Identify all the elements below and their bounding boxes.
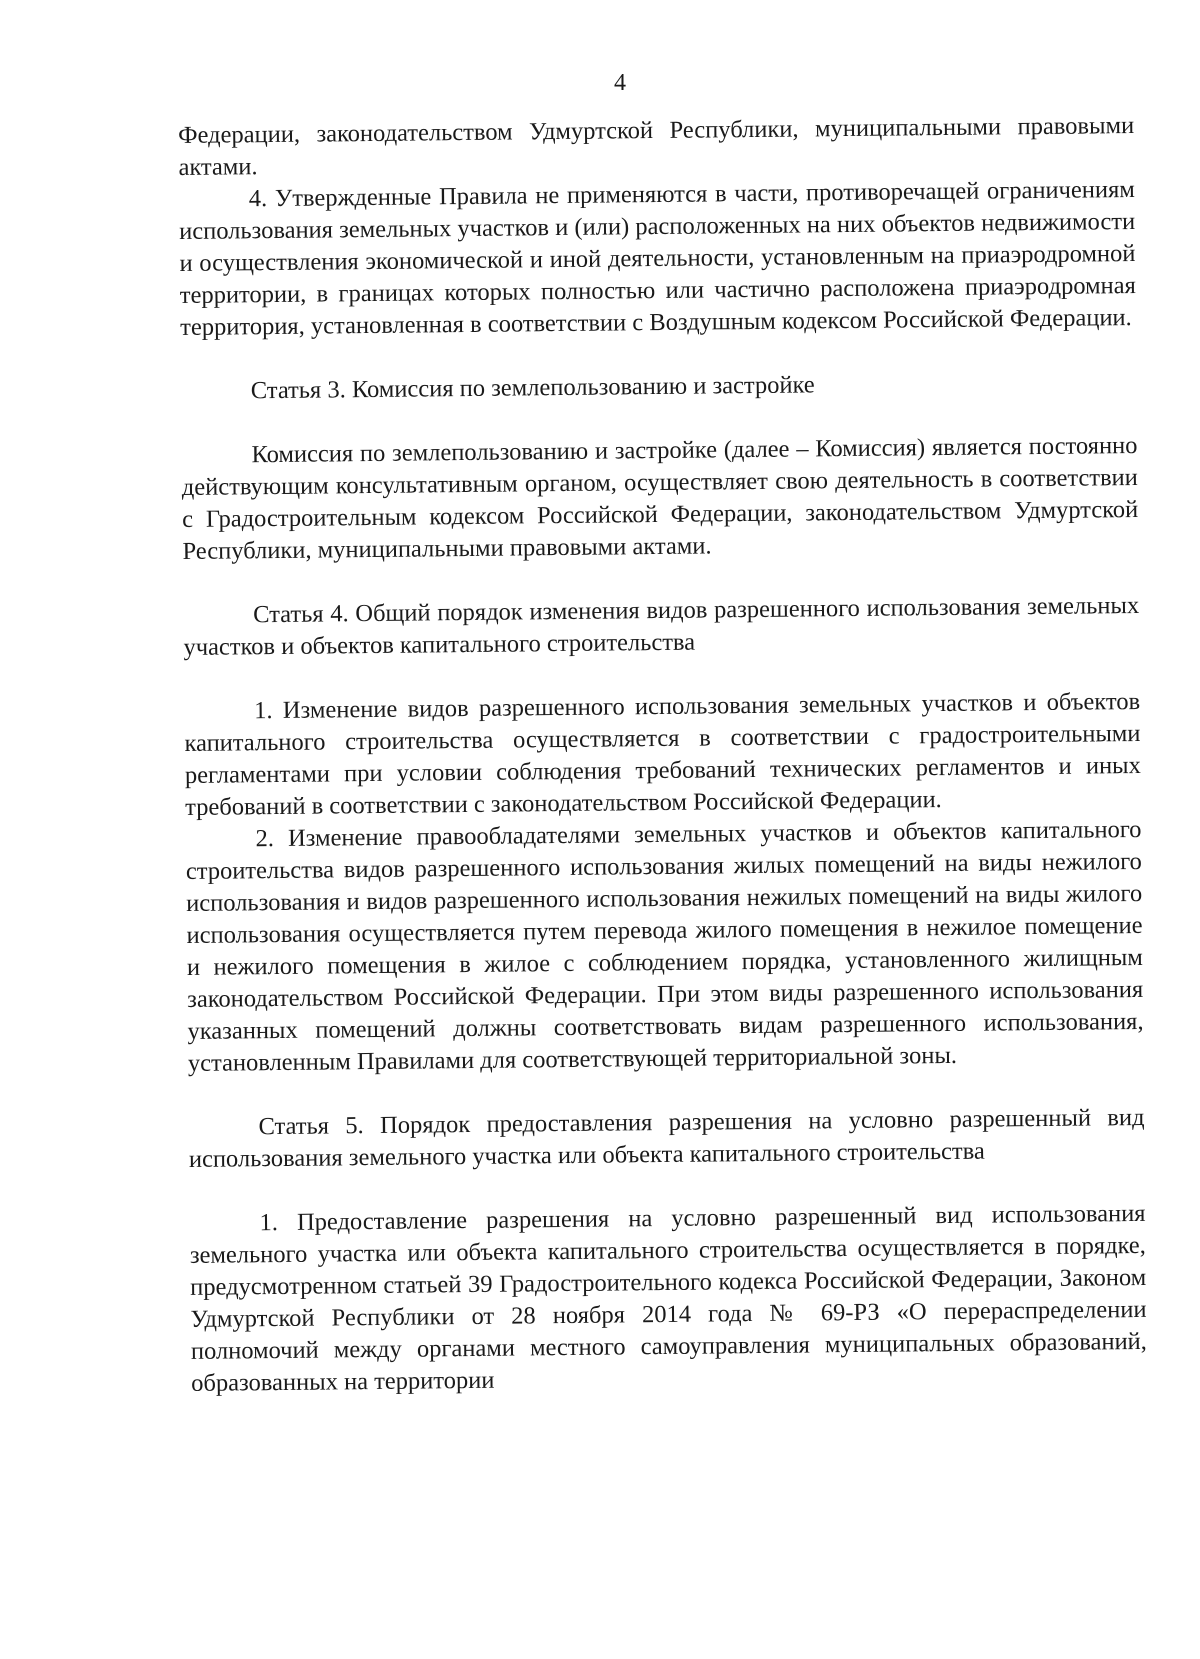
article-3-heading: Статья 3. Комиссия по землепользованию и застройке [250,371,815,405]
article-5-item-1: 1. Предоставление разрешения на условно разрешенный вид использования земельного участка или объекта капитального строительства осуществляется в порядке, предусмотренном статьей 39 Градостроительного кодекса Российской Федерации, Законом Удмуртской Республики от 28 ноября 2014 года № 69-РЗ «О перераспределении полномочий между органами местного самоуправления муниципальных образований, образованных на территории [189,1199,1147,1397]
article-4-item-1: 1. Изменение видов разрешенного использования земельных участков и объектов капитального строительства осуществляется в соответствии с градостроительными регламентами при условии соблюдения требований технических регламентов и иных требований в соответствии с законодательством Российской Федерации. [184,687,1141,821]
paragraph-continuation: Федерации, законодательством Удмуртской Республики, муниципальными правовыми актами. [178,111,1135,181]
page-number: 4 [614,70,626,96]
article-5-heading: Статья 5. Порядок предоставления разрешения на условно разрешенный вид использования земельного участка или объекта капитального строительства [188,1103,1145,1173]
article-4-item-2: 2. Изменение правообладателями земельных участков и объектов капитального строительства видов разрешенного использования жилых помещений на виды нежилого использования и видов разрешенного использования нежилых помещений на виды жилого использования осуществляется путем перевода жилого помещения в нежилое помещение и нежилого помещения в жилое с соблюдением порядка, установленного жилищным законодательством Российской Федерации. При этом виды разрешенного использования указанных помещений должны соответствовать видам разрешенного использования, установленным Правилами для соответствующей территориальной зоны. [185,815,1144,1077]
article-3-paragraph: Комиссия по землепользованию и застройке (далее – Комиссия) является постоянно действующим консультативным органом, осуществляет свою деятельность в соответствии с Градостроительным кодексом Российской Федерации, законодательством Удмуртской Республики, муниципальными правовыми актами. [181,431,1139,565]
article-4-heading: Статья 4. Общий порядок изменения видов разрешенного использования земельных участков и объектов капитального строительства [183,591,1140,661]
paragraph-item-4: 4. Утвержденные Правила не применяются в части, противоречащей ограничениям использования земельных участков и (или) расположенных на них объектов недвижимости и осуществления экономической и иной деятельности, установленным на приаэродромной территории, в границах которых полностью или частично расположена приаэродромная территория, установленная в соответствии с Воздушным кодексом Российской Федерации. [179,175,1136,341]
document-body [178,110,1147,1400]
